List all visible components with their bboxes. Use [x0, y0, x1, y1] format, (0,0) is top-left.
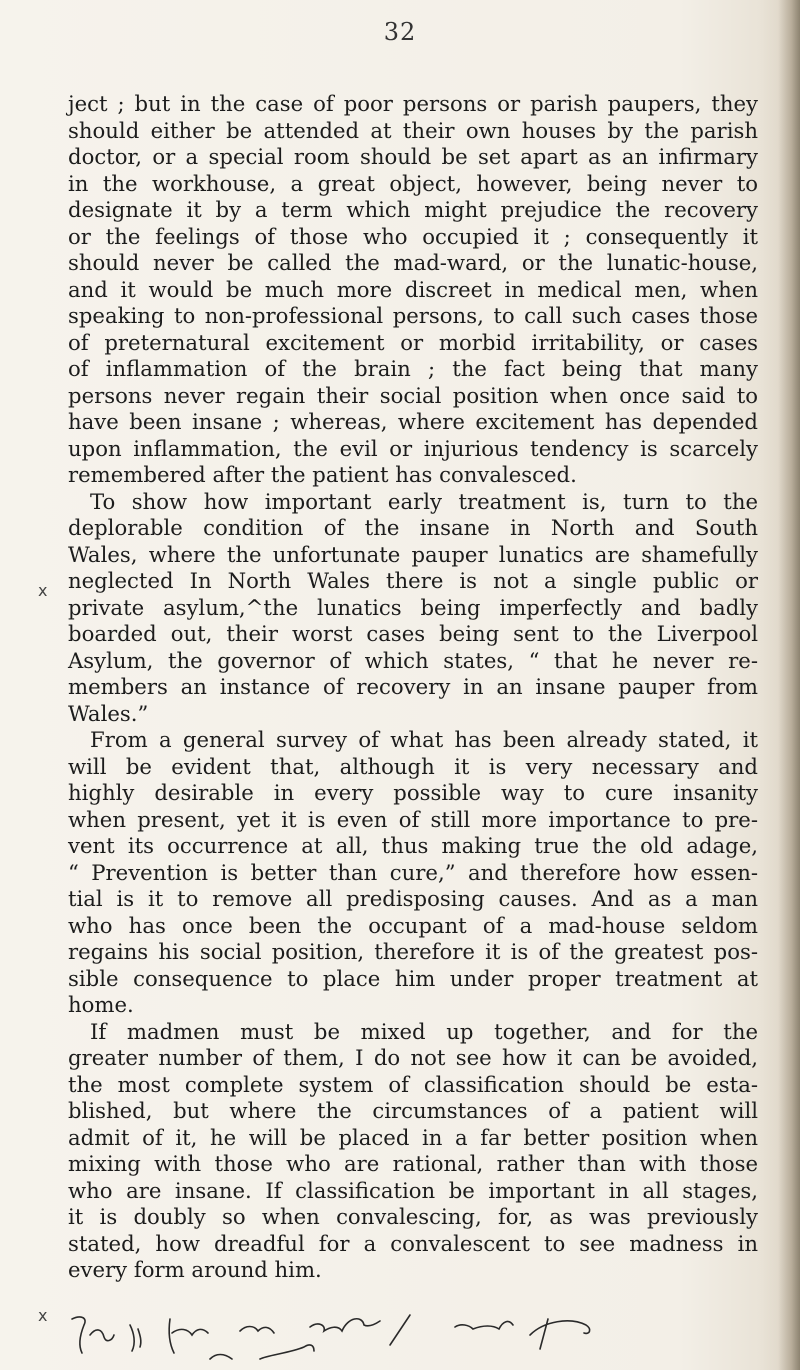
- text-line: when present, yet it is even of still more importance to pre-: [68, 806, 758, 832]
- text-line: members an instance of recovery in an insane pauper from: [68, 674, 758, 699]
- text-line: To show how important early treatment is, turn to the: [90, 488, 758, 514]
- page-number: 32: [383, 18, 417, 46]
- text-line: every form around him.: [68, 1257, 322, 1282]
- text-line: vent its occurrence at all, thus making true the old adage,: [68, 833, 758, 858]
- margin-mark: x: [38, 581, 48, 600]
- text-line: of preternatural excitement or morbid irritability, or cases: [68, 329, 758, 355]
- page-edge-shadow: [778, 0, 800, 1370]
- text-line: Asylum, the governor of which states, “ that he never re-: [68, 647, 758, 673]
- text-line: upon inflammation, the evil or injurious tendency is scarcely: [68, 435, 758, 461]
- text-line: home.: [68, 992, 134, 1017]
- text-line: should either be attended at their own houses by the parish: [68, 117, 758, 143]
- text-line: boarded out, their worst cases being sent to the Liverpool: [68, 621, 758, 646]
- text-line: Wales.”: [68, 700, 149, 726]
- text-line: From a general survey of what has been already stated, it: [90, 727, 758, 752]
- text-line: and it would be much more discreet in medical men, when: [68, 276, 758, 302]
- text-line: deplorable condition of the insane in North and South: [68, 515, 758, 540]
- text-line: should never be called the mad-ward, or the lunatic-house,: [68, 250, 758, 275]
- text-line: private asylum,^the lunatics being imperfectly and badly: [68, 594, 758, 620]
- text-line: blished, but where the circumstances of a patient will: [68, 1098, 758, 1123]
- margin-mark: x: [38, 1306, 48, 1325]
- text-line: of inflammation of the brain ; the fact being that many: [68, 356, 758, 381]
- text-line: greater number of them, I do not see how it can be avoided,: [68, 1045, 758, 1070]
- text-line: persons never regain their social position when once said to: [68, 382, 758, 408]
- text-line: who are insane. If classification be important in all stages,: [68, 1177, 758, 1203]
- text-line: it is doubly so when convalescing, for, as was previously: [68, 1204, 758, 1229]
- handwritten-annotation: [60, 1305, 780, 1365]
- text-line: or the feelings of those who occupied it ; consequently it: [68, 223, 758, 249]
- text-line: mixing with those who are rational, rather than with those: [68, 1151, 758, 1176]
- text-line: speaking to non-professional persons, to call such cases those: [68, 303, 758, 328]
- text-line: designate it by a term which might prejudice the recovery: [68, 197, 758, 222]
- body-text: [68, 91, 758, 1284]
- text-line: If madmen must be mixed up together, and for the: [90, 1018, 758, 1044]
- text-line: the most complete system of classification should be esta-: [68, 1071, 758, 1097]
- text-line: ject ; but in the case of poor persons or parish paupers, they: [68, 91, 758, 116]
- text-line: have been insane ; whereas, where excitement has depended: [68, 409, 758, 434]
- text-line: in the workhouse, a great object, however, being never to: [68, 170, 758, 196]
- text-line: Wales, where the unfortunate pauper lunatics are shamefully: [68, 541, 758, 567]
- handwriting-scribble-icon: [60, 1305, 780, 1365]
- text-line: who has once been the occupant of a mad-house seldom: [68, 912, 758, 938]
- text-line: tial is it to remove all predisposing causes. And as a man: [68, 886, 758, 911]
- text-line: sible consequence to place him under proper treatment at: [68, 965, 758, 991]
- text-line: admit of it, he will be placed in a far better position when: [68, 1124, 758, 1150]
- text-line: doctor, or a special room should be set apart as an infirmary: [68, 144, 758, 169]
- text-line: regains his social position, therefore it is of the greatest pos-: [68, 939, 758, 964]
- text-line: remembered after the patient has convalesced.: [68, 462, 577, 487]
- text-line: neglected In North Wales there is not a single public or: [68, 568, 758, 593]
- text-line: “ Prevention is better than cure,” and therefore how essen-: [68, 859, 758, 885]
- text-line: will be evident that, although it is very necessary and: [68, 753, 758, 779]
- text-line: stated, how dreadful for a convalescent to see madness in: [68, 1230, 758, 1256]
- text-line: highly desirable in every possible way to cure insanity: [68, 780, 758, 805]
